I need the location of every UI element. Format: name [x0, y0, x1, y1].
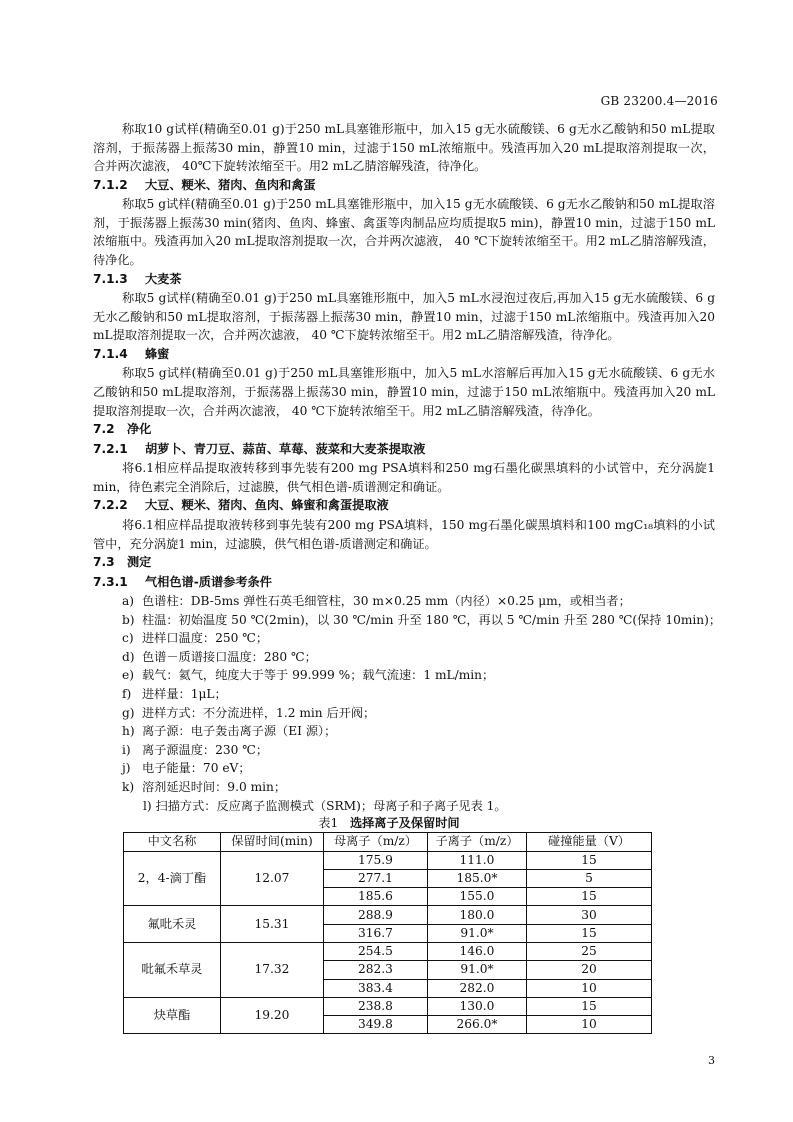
section-number: 7.1.2	[93, 177, 128, 192]
collision-energy-cell: 5	[527, 869, 652, 887]
condition-item	[93, 666, 715, 685]
section-7-2-2-heading	[93, 496, 715, 516]
retention-time-cell: 17.32	[221, 943, 324, 998]
condition-label: k)	[122, 780, 135, 795]
standard-number: GB 23200.4—2016	[600, 94, 718, 108]
table-title: 选择离子及保留时间	[349, 816, 460, 831]
condition-text: 离子源：电子轰击离子源（EI 源）；	[142, 724, 337, 739]
compound-name-cell: 氟吡禾灵	[124, 906, 221, 943]
section-number: 7.3	[93, 555, 115, 570]
condition-text: 载气：氦气，纯度大于等于 99.999 %；载气流速：1 mL/min；	[142, 668, 495, 683]
condition-text: 扫描方式：反应离子监测模式（SRM)；母离子和子离子见表 1。	[155, 798, 507, 813]
retention-time-cell: 19.20	[221, 997, 324, 1034]
section-7-1-4-heading	[93, 345, 715, 365]
collision-energy-cell: 15	[527, 924, 652, 942]
header-cell: 子离子（m/z）	[428, 833, 527, 851]
scan-mode-item	[93, 797, 715, 816]
condition-item	[93, 722, 715, 741]
section-7-1-4-text: 称取5 g试样(精确至0.01 g)于250 mL具塞锥形瓶中，加入5 mL水溶解后再加入15 g无水硫酸镁、6 g无水乙酸钠和50 mL提取溶剂，于振荡器上振荡30 min，静置10 min，过滤于150 mL浓缩瓶中。残渣再加入20 mL提取溶剂提取一次，合并两次滤液， 40 ℃下旋转浓缩至干。用2 mL乙腈溶解残渣，待净化。	[93, 366, 715, 418]
condition-item	[93, 611, 722, 630]
section-title: 大麦茶	[145, 271, 182, 286]
section-7-3-heading	[93, 553, 715, 573]
parent-ion-cell: 383.4	[324, 979, 428, 997]
condition-text: 进样量：1μL；	[142, 687, 227, 702]
condition-label: h)	[122, 724, 135, 739]
product-ion-cell: 282.0	[428, 979, 527, 997]
section-number: 7.2.2	[93, 498, 128, 513]
parent-ion-cell: 254.5	[324, 943, 428, 961]
section-title: 气相色谱-质谱参考条件	[145, 574, 272, 589]
section-number: 7.3.1	[93, 574, 128, 589]
product-ion-cell: 91.0*	[428, 961, 527, 979]
condition-label: e)	[122, 668, 134, 683]
section-7-1-3-heading	[93, 270, 715, 290]
section-7-2-1-heading	[93, 440, 715, 460]
section-title: 测定	[127, 555, 152, 570]
section-title: 大豆、粳米、猪肉、鱼肉和禽蛋	[145, 177, 316, 192]
section-7-2-1-text: 将6.1相应样品提取液转移到事先装有200 mg PSA填料和250 mg石墨化碳黑填料的小试管中，充分涡旋1 min，待色素完全消除后，过滤膜，供气相色谱-质谱测定和确证。	[93, 461, 715, 494]
compound-name-cell: 炔草酯	[124, 997, 221, 1034]
condition-text: 进样方式：不分流进样，1.2 min 后开阀；	[142, 705, 376, 720]
condition-text: 柱温：初始温度 50 ℃(2min)，以 30 ℃/min 升至 180 ℃，再以 5 ℃/min 升至 280 ℃(保持 10min)；	[142, 612, 722, 627]
parent-ion-cell: 349.8	[324, 1016, 428, 1034]
table-caption	[63, 815, 715, 832]
condition-label: l)	[143, 798, 152, 813]
condition-text: 电子能量：70 eV；	[142, 761, 251, 776]
section-number: 7.2.1	[93, 441, 128, 456]
collision-energy-cell: 15	[527, 888, 652, 906]
product-ion-cell: 91.0*	[428, 924, 527, 942]
condition-label: c)	[122, 631, 134, 646]
section-title: 胡萝卜、青刀豆、蒜苗、草莓、菠菜和大麦茶提取液	[145, 441, 426, 456]
condition-item	[93, 759, 715, 778]
parent-ion-cell: 316.7	[324, 924, 428, 942]
section-number: 7.1.3	[93, 271, 128, 286]
condition-label: a)	[122, 594, 135, 609]
section-7-1-2-heading	[93, 176, 715, 196]
condition-item	[93, 741, 715, 760]
condition-text: 进样口温度：250 ℃；	[142, 631, 269, 646]
condition-item	[93, 629, 715, 648]
header-cell: 中文名称	[124, 833, 221, 851]
section-7-3-1-heading	[93, 573, 715, 593]
condition-item	[93, 685, 715, 704]
header-cell: 母离子（m/z）	[324, 833, 428, 851]
retention-time-cell: 12.07	[221, 851, 324, 906]
product-ion-cell: 111.0	[428, 851, 527, 869]
compound-name-cell: 2，4-滴丁酯	[124, 851, 221, 906]
intro-paragraph: 称取10 g试样(精确至0.01 g)于250 mL具塞锥形瓶中，加入15 g无水硫酸镁、6 g无水乙酸钠和50 mL提取溶剂，于振荡器上振荡30 min，静置10 min，过滤于150 mL浓缩瓶中。残渣再加入20 mL提取溶剂提取一次，合并两次滤液， 40℃下旋转浓缩至干。用2 mL乙腈溶解残渣，待净化。	[93, 122, 715, 174]
condition-item	[93, 778, 715, 797]
table-number: 表1	[318, 816, 339, 831]
collision-energy-cell: 10	[527, 979, 652, 997]
page-content	[93, 120, 722, 1034]
product-ion-cell: 146.0	[428, 943, 527, 961]
product-ion-cell: 130.0	[428, 997, 527, 1015]
section-title: 大豆、粳米、猪肉、鱼肉、蜂蜜和禽蛋提取液	[145, 498, 389, 513]
condition-text: 溶剂延迟时间：9.0 min；	[142, 780, 287, 795]
collision-energy-cell: 10	[527, 1016, 652, 1034]
condition-label: f)	[122, 687, 132, 702]
condition-item	[93, 704, 715, 723]
condition-label: g)	[122, 705, 135, 720]
retention-time-cell: 15.31	[221, 906, 324, 943]
parent-ion-cell: 185.6	[324, 888, 428, 906]
condition-label: j)	[122, 761, 131, 776]
parent-ion-cell: 238.8	[324, 997, 428, 1015]
section-title: 蜂蜜	[145, 346, 170, 361]
compound-name-cell: 吡氟禾草灵	[124, 943, 221, 998]
condition-label: d)	[122, 649, 135, 664]
collision-energy-cell: 25	[527, 943, 652, 961]
table-row	[124, 997, 652, 1015]
condition-label: i)	[122, 742, 131, 757]
table-row	[124, 906, 652, 924]
collision-energy-cell: 30	[527, 906, 652, 924]
table-row	[124, 943, 652, 961]
parent-ion-cell: 282.3	[324, 961, 428, 979]
parent-ion-cell: 288.9	[324, 906, 428, 924]
parent-ion-cell: 277.1	[324, 869, 428, 887]
parent-ion-cell: 175.9	[324, 851, 428, 869]
condition-text: 离子源温度：230 ℃；	[142, 742, 269, 757]
condition-text: 色谱－质谱接口温度：280 ℃；	[142, 649, 317, 664]
table-row	[124, 851, 652, 869]
section-title: 净化	[127, 422, 152, 437]
condition-label: b)	[122, 612, 135, 627]
header-cell: 碰撞能量（V）	[527, 833, 652, 851]
condition-item	[93, 592, 715, 611]
collision-energy-cell: 20	[527, 961, 652, 979]
collision-energy-cell: 15	[527, 997, 652, 1015]
section-number: 7.1.4	[93, 346, 128, 361]
product-ion-cell: 266.0*	[428, 1016, 527, 1034]
ion-table	[123, 832, 652, 1034]
section-number: 7.2	[93, 422, 115, 437]
section-7-1-3-text: 称取5 g试样(精确至0.01 g)于250 mL具塞锥形瓶中，加入5 mL水浸泡过夜后,再加入15 g无水硫酸镁、6 g无水乙酸钠和50 mL提取溶剂，于振荡器上振荡30 min，静置10 min，过滤于150 mL浓缩瓶中。残渣再加入20 mL提取溶剂提取一次，合并两次滤液， 40 ℃下旋转浓缩至干。用2 mL乙腈溶解残渣，待净化。	[93, 291, 715, 343]
condition-text: 色谱柱：DB-5ms 弹性石英毛细管柱，30 m×0.25 mm（内径）×0.25 μm，或相当者；	[142, 594, 631, 609]
page-number: 3	[708, 1054, 715, 1067]
product-ion-cell: 185.0*	[428, 869, 527, 887]
gcms-conditions-list	[93, 592, 722, 797]
section-7-2-2-text: 将6.1相应样品提取液转移到事先装有200 mg PSA填料，150 mg石墨化碳黑填料和100 mgC₁₈填料的小试管中，充分涡旋1 min，过滤膜，供气相色谱-质谱测定和确证。	[93, 517, 715, 551]
product-ion-cell: 180.0	[428, 906, 527, 924]
condition-item	[93, 648, 715, 667]
product-ion-cell: 155.0	[428, 888, 527, 906]
section-7-1-2-text: 称取5 g试样(精确至0.01 g)于250 mL具塞锥形瓶中，加入15 g无水硫酸镁、6 g无水乙酸钠和50 mL提取溶剂，于振荡器上振荡30 min(猪肉、鱼肉、蜂蜜、禽蛋等肉制品应均质提取5 min)，静置10 min，过滤于150 mL浓缩瓶中。残渣再加入20 mL提取溶剂提取一次，合并两次滤液， 40 ℃下旋转浓缩至干。用2 mL乙腈溶解残渣，待净化。	[93, 197, 715, 268]
header-cell: 保留时间(min)	[221, 833, 324, 851]
table-header-row	[124, 833, 652, 851]
collision-energy-cell: 15	[527, 851, 652, 869]
section-7-2-heading	[93, 420, 715, 440]
